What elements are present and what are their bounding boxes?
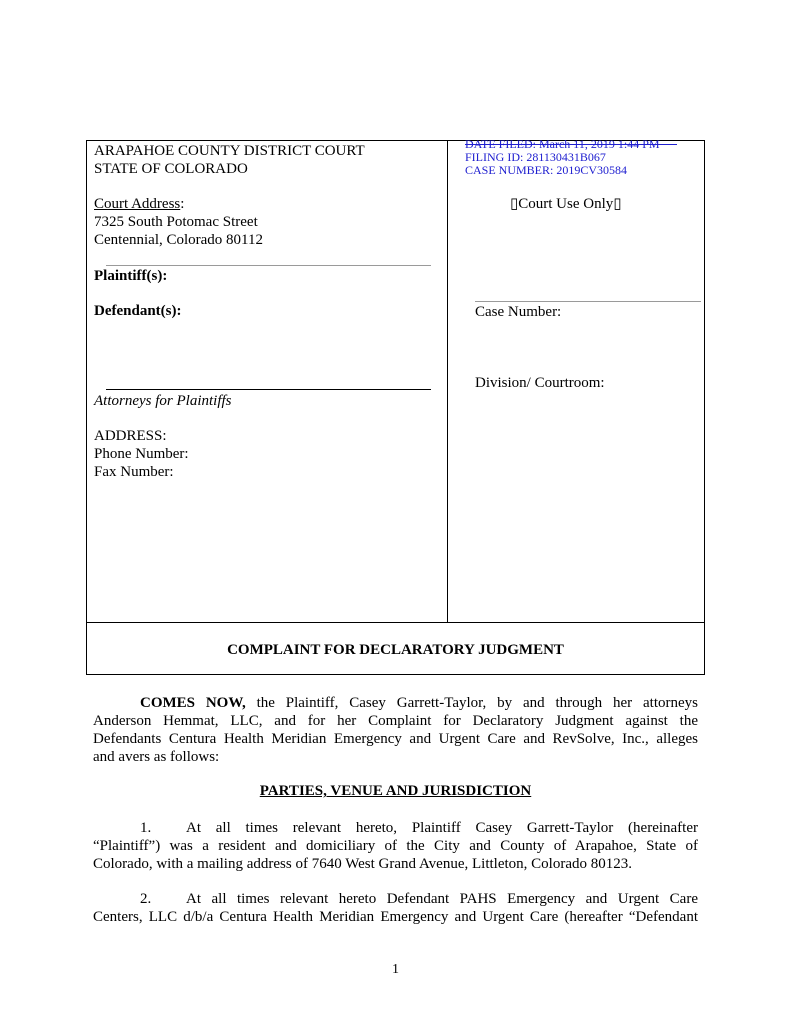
p2-line-2: Centers, LLC d/b/a Centura Health Meridian Emergency and Urgent Care (hereafter “Defendant <box>93 909 698 925</box>
court-name: ARAPAHOE COUNTY DISTRICT COURT <box>94 143 365 159</box>
defendants-label: Defendant(s): <box>94 303 182 319</box>
court-use-right-glyph: ▯ <box>613 196 622 212</box>
court-use-only-label: ▯Court Use Only▯ <box>510 196 622 212</box>
case-number-label: Case Number: <box>475 304 562 320</box>
page-number: 1 <box>392 962 399 977</box>
filing-stamp-date: DATE FILED: March 11, 2019 1:44 PM <box>465 137 660 151</box>
court-address-street: 7325 South Potomac Street <box>94 214 258 230</box>
caption-column-divider <box>447 141 448 622</box>
attorneys-label: Attorneys for Plaintiffs <box>94 393 232 409</box>
document-title: COMPLAINT FOR DECLARATORY JUDGMENT <box>227 642 564 658</box>
case-info-rule <box>475 301 701 302</box>
court-use-left-glyph: ▯ <box>510 196 519 212</box>
attorney-signature-rule <box>106 389 431 390</box>
paragraph-2 <box>93 890 698 926</box>
attorney-address-field: ADDRESS: <box>94 428 167 444</box>
attorney-fax-field: Fax Number: <box>94 464 174 480</box>
court-state: STATE OF COLORADO <box>94 161 248 177</box>
attorney-phone-field: Phone Number: <box>94 446 189 462</box>
p2-number: 2. <box>140 891 152 907</box>
p1-line-3: Colorado, with a mailing address of 7640 West Grand Avenue, Littleton, Colorado 80123. <box>93 856 632 872</box>
intro-line-4: and avers as follows: <box>93 749 220 765</box>
division-courtroom-label: Division/ Courtroom: <box>475 375 605 391</box>
intro-line-3: Defendants Centura Health Meridian Emergency and Urgent Care and RevSolve, Inc., alleges <box>93 731 698 747</box>
caption-table <box>86 137 705 675</box>
plaintiffs-label: Plaintiff(s): <box>94 268 168 284</box>
paragraph-1 <box>93 819 698 873</box>
filing-stamp-case-number: CASE NUMBER: 2019CV30584 <box>465 163 628 177</box>
intro-paragraph <box>93 694 698 766</box>
intro-line-1: COMES NOW, the Plaintiff, Casey Garrett-Taylor, by and through her attorneys <box>140 695 698 711</box>
p1-line-1: 1. At all times relevant hereto, Plaintiff Casey Garrett-Taylor (hereinafter <box>93 819 698 837</box>
caption-divider-rule <box>106 265 431 266</box>
p2-line-1: 2. At all times relevant hereto Defendant PAHS Emergency and Urgent Care <box>93 890 698 908</box>
filing-stamp-id: FILING ID: 281130431B067 <box>465 150 606 164</box>
court-address-label: Court Address: <box>94 196 185 212</box>
p1-line-2: “Plaintiff”) was a resident and domiciliary of the City and County of Arapahoe, State of <box>93 838 698 854</box>
intro-line-2: Anderson Hemmat, LLC, and for her Complaint for Declaratory Judgment against the <box>93 713 698 729</box>
court-address-city: Centennial, Colorado 80112 <box>94 232 263 248</box>
caption-title-divider <box>87 622 704 623</box>
p1-number: 1. <box>140 820 152 836</box>
section-heading: PARTIES, VENUE AND JURISDICTION <box>259 783 532 799</box>
